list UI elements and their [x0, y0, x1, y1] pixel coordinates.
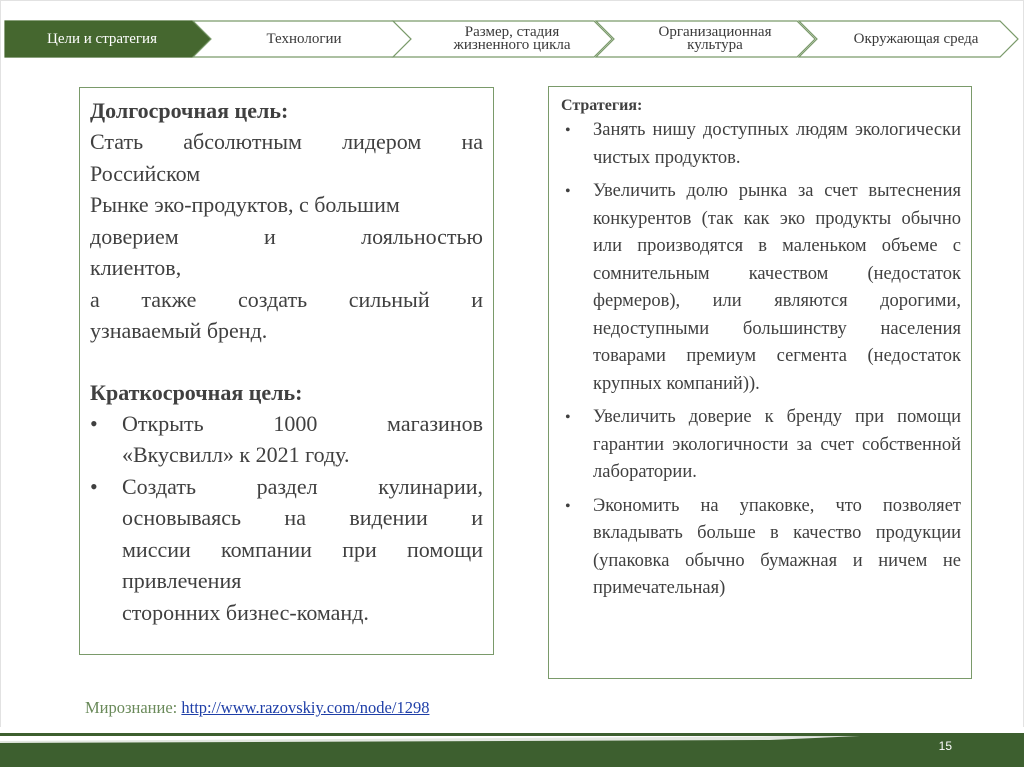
- short-term-line: «Вкусвилл» к 2021 году.: [122, 442, 350, 467]
- goals-box: [79, 87, 494, 655]
- bullet-icon: •: [565, 183, 571, 200]
- bottom-bar-stripe: [0, 733, 1024, 736]
- tab-org-culture[interactable]: Организационная культура: [658, 24, 772, 53]
- short-term-line: Открыть 1000 магазинов: [122, 410, 483, 436]
- bullet-icon: •: [565, 122, 571, 139]
- source-label: Мирознание:: [85, 698, 182, 717]
- strategy-item: [561, 404, 961, 487]
- strategy-box: [548, 86, 972, 679]
- tab-goals-strategy[interactable]: Цели и стратегия: [47, 30, 157, 47]
- long-term-line: клиентов,: [90, 255, 182, 280]
- strategy-item: [561, 178, 961, 398]
- short-term-line: привлечения: [122, 568, 242, 593]
- long-term-goal-heading: Долгосрочная цель:: [90, 98, 289, 123]
- bullet-icon: •: [90, 410, 98, 436]
- long-term-line: а также создать сильный и: [90, 286, 483, 312]
- bullet-icon: •: [565, 409, 571, 426]
- short-term-continuation: сторонних бизнес-команд.: [122, 599, 369, 625]
- strategy-item-text: Увеличить доверие к бренду при помощи гарантии экологичности за счет собственной лаборатории.: [593, 407, 961, 482]
- short-term-item: [90, 471, 483, 597]
- source-line: [85, 698, 429, 718]
- bullet-icon: •: [90, 473, 98, 499]
- short-term-item: [90, 408, 483, 471]
- long-term-line: доверием и лояльностью: [90, 223, 483, 249]
- short-term-line: основываясь на видении и: [122, 505, 483, 530]
- long-term-line: Рынке эко-продуктов, с большим: [90, 192, 400, 217]
- strategy-item: [561, 493, 961, 603]
- source-link[interactable]: http://www.razovskiy.com/node/1298: [181, 698, 430, 717]
- long-term-line: Стать абсолютным лидером на: [90, 129, 483, 154]
- long-term-line: Российском: [90, 160, 201, 186]
- tab-environment[interactable]: Окружающая среда: [853, 30, 979, 47]
- chevron-nav: [0, 0, 1024, 60]
- strategy-item-text: Увеличить долю рынка за счет вытеснения конкурентов (так как эко продукты обычно или производятся в маленьком объеме с сомнительным качеством (недостаток фермеров), или являются дорогими, недоступными большинству населения товарами премиум сегмента (недостаток крупных компаний)).: [593, 181, 961, 394]
- long-term-line: узнаваемый бренд.: [90, 318, 268, 343]
- strategy-heading: Стратегия:: [561, 97, 643, 114]
- page-number: 15: [938, 739, 952, 753]
- short-term-line: миссии компании при помощи: [122, 536, 483, 562]
- short-term-goal-heading: Краткосрочная цель:: [90, 379, 303, 405]
- strategy-item: [561, 117, 961, 172]
- short-term-line: Создать раздел кулинарии,: [122, 473, 483, 499]
- strategy-item-text: Экономить на упаковке, что позволяет вкладывать больше в качество продукции (упаковка обычно бумажная и ничем не примечательная): [593, 495, 961, 598]
- bottom-bar: [0, 727, 1024, 767]
- bullet-icon: •: [565, 497, 571, 515]
- tab-technologies[interactable]: Технологии: [266, 30, 342, 47]
- strategy-item-text: Занять нишу доступных людям экологически чистых продуктов.: [593, 120, 961, 168]
- tab-size-lifecycle[interactable]: Размер, стадия жизненного цикла: [453, 24, 571, 53]
- spacer: [90, 347, 483, 378]
